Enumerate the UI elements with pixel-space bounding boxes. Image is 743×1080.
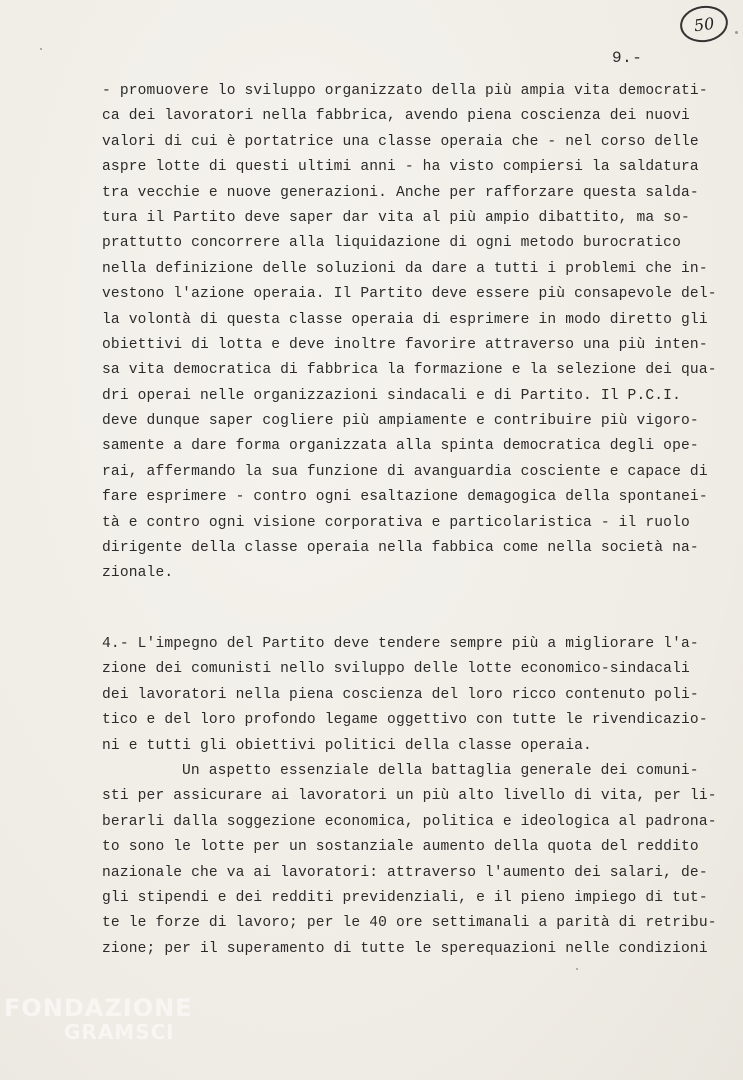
paper-speck: [735, 31, 738, 34]
paragraph-2: [102, 632, 717, 962]
text-line: berarli dalla soggezione economica, politica e ideologica al padrona-: [102, 813, 717, 830]
text-line: dirigente della classe operaia nella fabbica come nella società na-: [102, 540, 699, 557]
text-line: obiettivi di lotta e deve inoltre favorire attraverso una più inten-: [102, 336, 708, 353]
text-line: tra vecchie e nuove generazioni. Anche per rafforzare questa salda-: [102, 184, 699, 201]
text-line: ni e tutti gli obiettivi politici della classe operaia.: [102, 737, 592, 754]
text-line: tico e del loro profondo legame oggettivo con tutte le rivendicazio-: [102, 712, 708, 729]
text-line: sa vita democratica di fabbrica la formazione e la selezione dei qua-: [102, 362, 717, 379]
text-line: nazionale che va ai lavoratori: attraverso l'aumento dei salari, de-: [102, 864, 708, 881]
text-line: zione dei comunisti nello sviluppo delle lotte economico-sindacali: [102, 661, 690, 678]
page-number: 9.-: [612, 49, 643, 67]
fondazione-gramsci-watermark: [4, 996, 193, 1044]
text-line: rai, affermando la sua funzione di avanguardia cosciente e capace di: [102, 463, 708, 480]
text-line: prattutto concorrere alla liquidazione di ogni metodo burocratico: [102, 235, 681, 252]
text-line: aspre lotte di questi ultimi anni - ha visto compiersi la saldatura: [102, 159, 699, 176]
text-line: deve dunque saper cogliere più ampiamente e contribuire più vigoro-: [102, 413, 699, 430]
text-line: to sono le lotte per un sostanziale aumento della quota del reddito: [102, 839, 699, 856]
text-line: dri operai nelle organizzazioni sindacali e di Partito. Il P.C.I.: [102, 387, 681, 404]
text-line: dei lavoratori nella piena coscienza del loro ricco contenuto poli-: [102, 686, 699, 703]
text-line: gli stipendi e dei redditi previdenziali, e il pieno impiego di tut-: [102, 889, 708, 906]
text-line: zione; per il superamento di tutte le sperequazioni nelle condizioni: [102, 940, 708, 957]
watermark-line-1: FONDAZIONE: [4, 994, 193, 1022]
paragraph-1: [102, 79, 717, 587]
watermark-line-2: GRAMSCI: [64, 1020, 175, 1044]
text-line: Un aspetto essenziale della battaglia generale dei comuni-: [182, 762, 699, 779]
stamp-number: 50: [692, 13, 716, 35]
archive-stamp: [678, 3, 731, 45]
text-line: - promuovere lo sviluppo organizzato della più ampia vita democrati-: [102, 83, 708, 99]
text-line: zionale.: [102, 565, 174, 582]
paper-speck: [40, 48, 42, 50]
text-line: ca dei lavoratori nella fabbrica, avendo piena coscienza dei nuovi: [102, 108, 690, 125]
text-line: 4.- L'impegno del Partito deve tendere sempre più a migliorare l'a-: [102, 636, 699, 652]
text-line: vestono l'azione operaia. Il Partito deve essere più consapevole del-: [102, 286, 717, 303]
text-line: tà e contro ogni visione corporativa e particolaristica - il ruolo: [102, 514, 690, 531]
text-line: tura il Partito deve saper dar vita al più ampio dibattito, ma so-: [102, 209, 690, 226]
text-line: sti per assicurare ai lavoratori un più alto livello di vita, per li-: [102, 788, 717, 805]
text-line: la volontà di questa classe operaia di esprimere in modo diretto gli: [102, 311, 708, 328]
text-line: valori di cui è portatrice una classe operaia che - nel corso delle: [102, 133, 699, 150]
text-line: nella definizione delle soluzioni da dare a tutti i problemi che in-: [102, 260, 708, 277]
text-line: te le forze di lavoro; per le 40 ore settimanali a parità di retribu-: [102, 915, 717, 932]
text-line: samente a dare forma organizzata alla spinta democratica degli ope-: [102, 438, 699, 455]
paper-speck: [576, 968, 578, 970]
text-line: fare esprimere - contro ogni esaltazione demagogica della spontanei-: [102, 489, 708, 506]
